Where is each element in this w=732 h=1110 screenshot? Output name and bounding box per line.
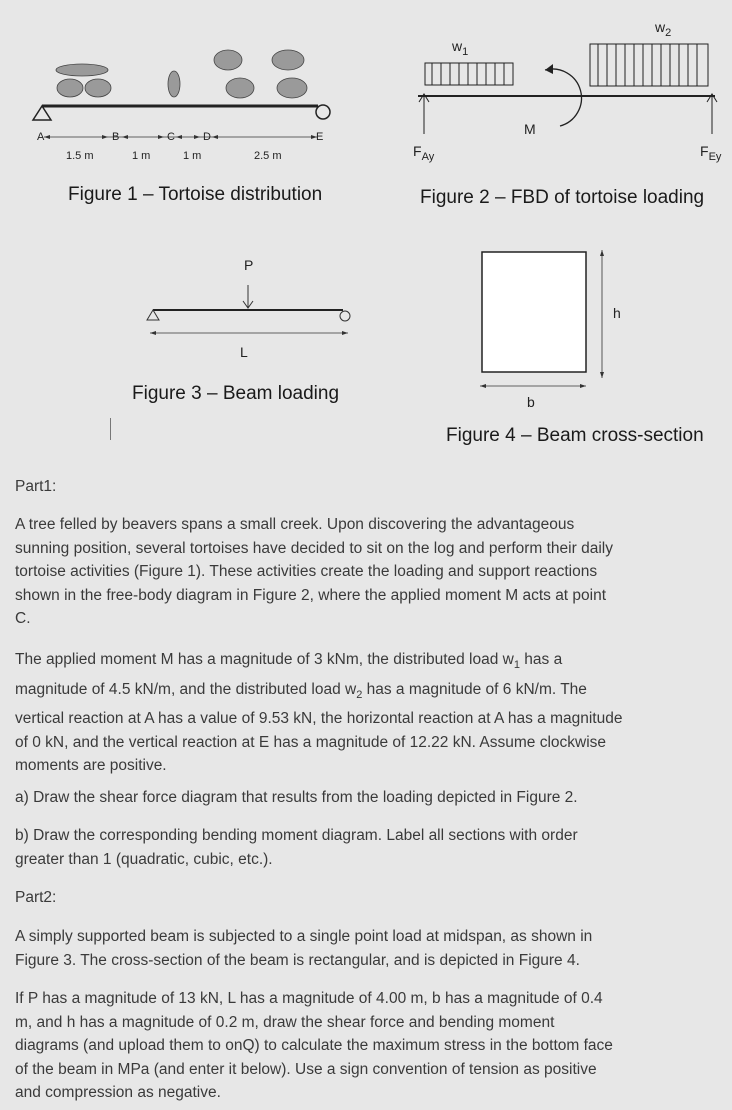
point-c-label: C <box>167 131 175 143</box>
beam-loading-drawing <box>138 270 358 350</box>
part2-heading: Part2: <box>15 889 57 906</box>
length-l-label: L <box>240 344 248 360</box>
tortoise-icons <box>56 50 307 98</box>
figure-4-caption: Figure 4 – Beam cross-section <box>446 425 704 446</box>
w1-label: $w_1$ <box>452 38 469 58</box>
point-a-label: A <box>37 131 45 143</box>
w2-label: $w_2$ <box>655 19 672 39</box>
figure-2-caption: Figure 2 – FBD of tortoise loading <box>420 187 705 208</box>
fey-label: $F_{Ey}$ <box>700 143 722 163</box>
dim-ab-label: 1.5 m <box>66 150 94 162</box>
cross-section-drawing <box>476 244 616 390</box>
part1-heading: Part1: <box>15 478 57 495</box>
fay-label: $F_{Ay}$ <box>413 143 435 163</box>
width-b-label: b <box>527 394 535 410</box>
dim-bc-label: 1 m <box>132 150 151 162</box>
dim-cd-label: 1 m <box>183 150 202 162</box>
text-cursor <box>110 418 111 440</box>
figure-3-caption: Figure 3 – Beam loading <box>132 383 340 404</box>
question-a: a) Draw the shear force diagram that results from the loading depicted in Figure 2. <box>15 789 578 806</box>
figure-1-caption: Figure 1 – Tortoise distribution <box>68 184 323 205</box>
load-p-label: P <box>244 257 254 273</box>
figure-4 <box>476 244 616 390</box>
dim-de-label: 2.5 m <box>254 150 282 162</box>
figure-3 <box>138 270 358 350</box>
question-b: b) Draw the corresponding bending moment diagram. Label all sections with order greater than 1 (quadratic, cubic, etc.). <box>15 827 578 868</box>
point-b-label: B <box>112 131 120 143</box>
part2-paragraph-2: If P has a magnitude of 13 kN, L has a magnitude of 4.00 m, b has a magnitude of 0.4 m, and h has a magnitude of 0.2 m, draw the shear force and bending moment diagrams (and upload them to onQ) to calculate the maximum stress in the bottom face of the beam in MPa (and enter it below). Use a sign convention of tension as positive and compression as negative. <box>15 990 613 1101</box>
part1-paragraph-2: The applied moment M has a magnitude of 3 kNm, the distributed load $w_1$ has a magnitude of 4.5 kN/m, and the distributed load $w_2$ has a magnitude of 6 kN/m. The vertical reaction at A has a value of 9.53 kN, the horizontal reaction at A has a magnitude of 0 kN, and the vertical reaction at E has a magnitude of 12.22 kN. Assume clockwise moments are positive. <box>15 651 623 775</box>
part1-paragraph-1: A tree felled by beavers spans a small creek. Upon discovering the advantageous sunning position, several tortoises have decided to sit on the log and perform their daily tortoise activities (Figure 1). These activities create the loading and support reactions shown in the free-body diagram in Figure 2, where the applied moment M acts at point C. <box>15 516 613 627</box>
point-e-label: E <box>316 131 324 143</box>
height-h-label: h <box>613 305 621 321</box>
point-d-label: D <box>203 131 211 143</box>
part2-paragraph-1: A simply supported beam is subjected to a single point load at midspan, as shown in Figure 3. The cross-section of the beam is rectangular, and is depicted in Figure 4. <box>15 928 593 969</box>
moment-label: M <box>524 121 536 137</box>
